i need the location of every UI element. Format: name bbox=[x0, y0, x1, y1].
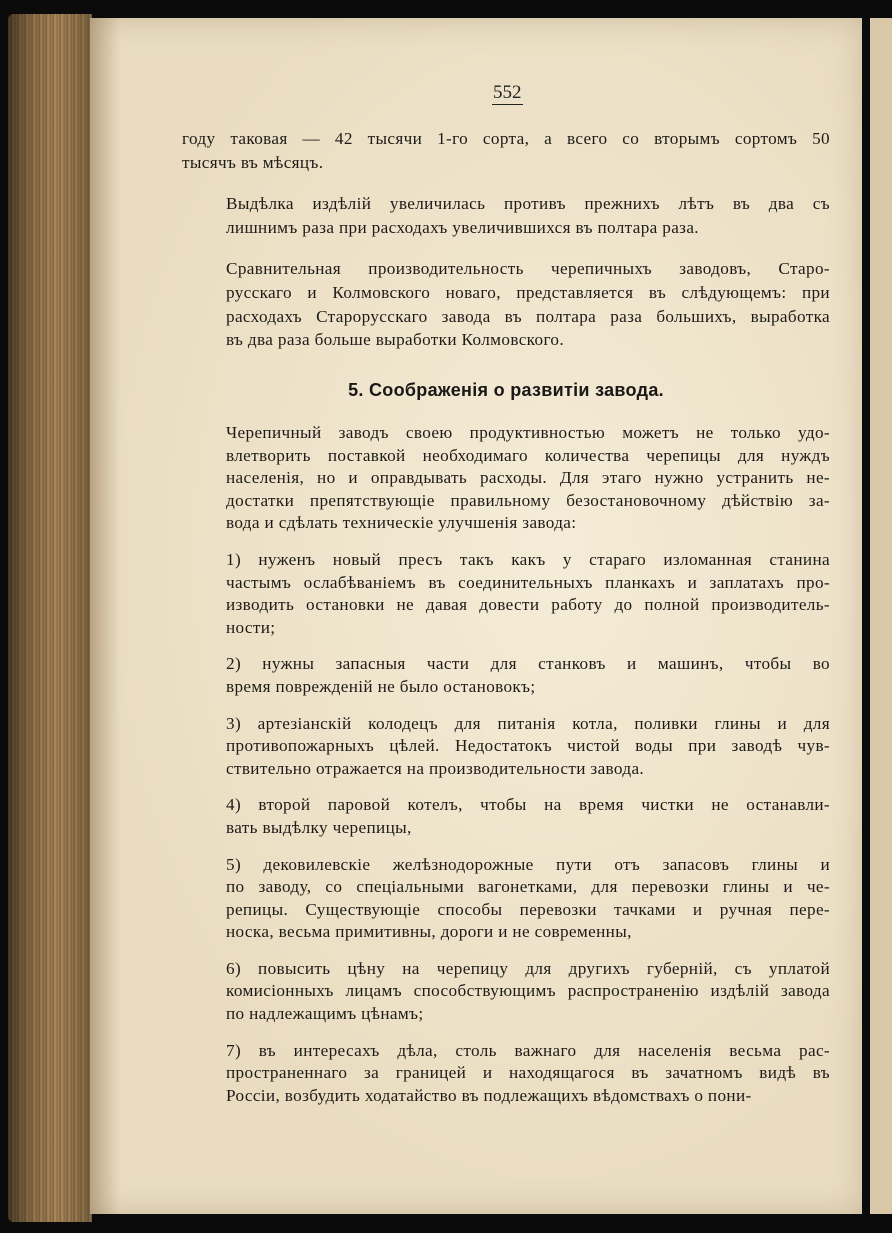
text-line: тысячъ въ мѣсяцъ. bbox=[182, 152, 324, 172]
paragraph bbox=[182, 422, 830, 535]
text-line: лишнимъ раза при расходахъ увеличившихся въ полтара раза. bbox=[226, 217, 699, 237]
text-line: Россіи, возбудить ходатайство въ подлежащихъ вѣдомствахъ о пони- bbox=[226, 1085, 752, 1105]
paragraph bbox=[182, 713, 830, 781]
facing-page-edge bbox=[870, 18, 892, 1214]
text-line: Выдѣлка издѣлій увеличилась противъ прежнихъ лѣтъ въ два съ bbox=[226, 194, 830, 214]
text-line: 1) нуженъ новый пресъ такъ какъ у стараго изломанная станина bbox=[226, 549, 830, 569]
text-line: вода и сдѣлать техническіе улучшенія завода: bbox=[226, 513, 577, 533]
paragraph bbox=[182, 549, 830, 639]
text-line: Черепичный заводъ своею продуктивностью можетъ не только удо- bbox=[226, 423, 830, 442]
paragraph bbox=[182, 653, 830, 698]
text-line: 3) артезіанскій колодецъ для питанія котла, поливки глины и для bbox=[226, 713, 830, 733]
body-text-bottom bbox=[182, 422, 830, 1121]
paragraph bbox=[182, 1040, 830, 1108]
paragraph bbox=[182, 794, 830, 839]
page-number: 552 bbox=[493, 82, 522, 103]
section-heading: 5. Соображенія о развитіи завода. bbox=[348, 380, 664, 400]
text-line: населенія, но и оправдывать расходы. Для этаго нужно устранить не- bbox=[226, 468, 830, 488]
paragraph bbox=[182, 127, 830, 174]
text-line: влетворить поставкой необходимаго количества черепицы для нуждъ bbox=[226, 445, 830, 465]
paragraph bbox=[182, 192, 830, 239]
text-line: году таковая — 42 тысячи 1-го сорта, а всего со вторымъ сортомъ 50 bbox=[182, 129, 830, 148]
text-line: носка, весьма примитивны, дороги и не современны, bbox=[226, 922, 632, 942]
text-line: ности; bbox=[226, 617, 276, 637]
text-line: 4) второй паровой котелъ, чтобы на время чистки не останавли- bbox=[226, 795, 830, 815]
text-line: ствительно отражается на производительности завода. bbox=[226, 758, 645, 778]
text-line: расходахъ Старорусскаго завода въ полтара раза большихъ, выработка bbox=[226, 306, 830, 326]
text-line: 6) повысить цѣну на черепицу для другихъ губерній, съ уплатой bbox=[226, 958, 830, 978]
paragraph bbox=[182, 958, 830, 1026]
text-line: Сравнительная производительность черепичныхъ заводовъ, Старо- bbox=[226, 259, 830, 279]
paragraph bbox=[182, 854, 830, 944]
text-line: противопожарныхъ цѣлей. Недостатокъ чистой воды при заводѣ чув- bbox=[226, 736, 830, 756]
text-line: частымъ ослабѣваніемъ въ соединительныхъ планкахъ и заплатахъ про- bbox=[226, 572, 830, 592]
body-text-top bbox=[182, 127, 830, 370]
text-line: 2) нужны запасныя части для станковъ и машинъ, чтобы во bbox=[226, 654, 830, 674]
text-line: 7) въ интересахъ дѣла, столь важнаго для населенія весьма рас- bbox=[226, 1040, 830, 1060]
text-line: вать выдѣлку черепицы, bbox=[226, 817, 412, 837]
text-line: по заводу, со спеціальными вагонетками, для перевозки глины и че- bbox=[226, 877, 830, 897]
text-line: изводить остановки не давая довести работу до полной производитель- bbox=[226, 595, 830, 615]
text-line: комисіонныхъ лицамъ способствующимъ распространенію издѣлій завода bbox=[226, 981, 830, 1001]
text-line: въ два раза больше выработки Колмовского. bbox=[226, 330, 565, 350]
paragraph bbox=[182, 257, 830, 351]
text-line: репицы. Существующіе способы перевозки тачками и ручная пере- bbox=[226, 899, 830, 919]
text-line: 5) дековилевскіе желѣзнодорожные пути отъ запасовъ глины и bbox=[226, 854, 830, 874]
text-line: русскаго и Колмовского новаго, представляется въ слѣдующемъ: при bbox=[226, 282, 830, 302]
text-line: пространеннаго за границей и находящагося въ зачатномъ видѣ въ bbox=[226, 1063, 830, 1083]
text-line: по надлежащимъ цѣнамъ; bbox=[226, 1004, 424, 1024]
book-page-edges bbox=[8, 14, 92, 1222]
text-line: достатки препятствующіе правильному безостановочному дѣйствію за- bbox=[226, 490, 830, 510]
text-line: время поврежденій не было остановокъ; bbox=[226, 676, 536, 696]
